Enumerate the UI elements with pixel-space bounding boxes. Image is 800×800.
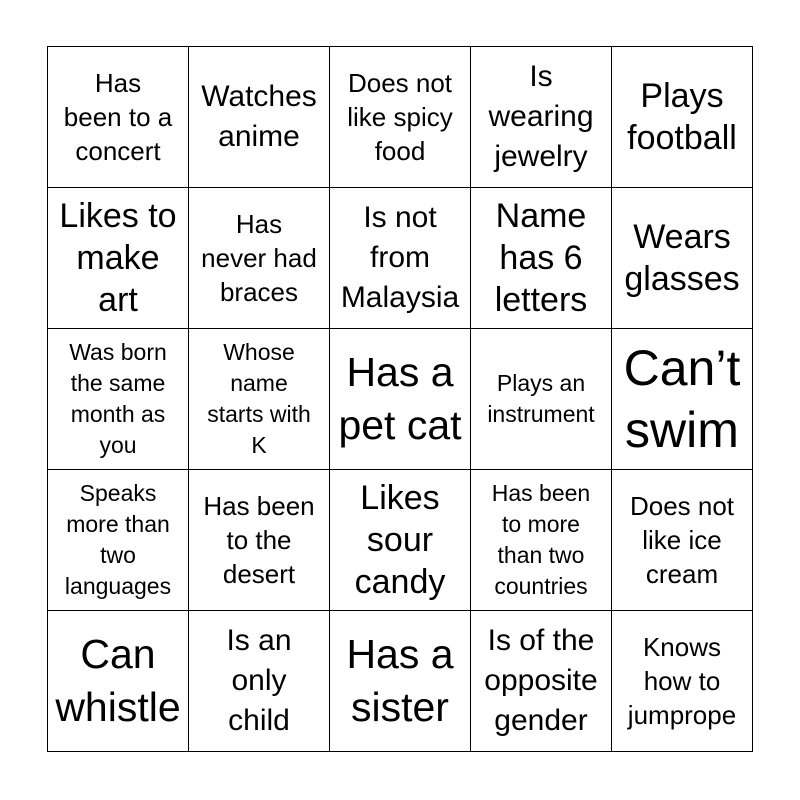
bingo-cell-text: Wears glasses: [624, 218, 740, 298]
bingo-cell[interactable]: [189, 47, 330, 188]
bingo-cell-text: Has never had braces: [201, 209, 317, 307]
bingo-cell[interactable]: [189, 329, 330, 470]
bingo-cell-text: Was born the same month as you: [69, 339, 167, 458]
bingo-cell-text: Is not from Malaysia: [340, 201, 460, 314]
bingo-cell[interactable]: [189, 611, 330, 752]
bingo-cell-text: Speaks more than two languages: [64, 480, 172, 599]
bingo-cell[interactable]: [330, 470, 471, 611]
bingo-cell-text: Likes to make art: [59, 197, 177, 319]
bingo-cell[interactable]: [471, 611, 612, 752]
bingo-cell[interactable]: [612, 611, 753, 752]
bingo-cell-text: Has been to the desert: [203, 491, 315, 589]
bingo-cell-text: Has a pet cat: [338, 349, 462, 448]
bingo-cell-text: Watches anime: [201, 80, 317, 153]
bingo-cell-text: Plays football: [627, 77, 737, 157]
bingo-cell[interactable]: [48, 470, 189, 611]
bingo-cell-text: Has a sister: [346, 631, 454, 730]
bingo-cell[interactable]: [471, 470, 612, 611]
bingo-cell[interactable]: [612, 47, 753, 188]
bingo-cell[interactable]: [612, 188, 753, 329]
bingo-cell-text: Is of the opposite gender: [484, 624, 598, 737]
bingo-board: [47, 46, 753, 752]
bingo-cell[interactable]: [48, 47, 189, 188]
bingo-cell[interactable]: [330, 329, 471, 470]
bingo-cell-text: Is wearing jewelry: [488, 60, 594, 173]
bingo-cell-text: Likes sour candy: [354, 479, 446, 601]
bingo-cell[interactable]: [471, 188, 612, 329]
bingo-cell[interactable]: [48, 329, 189, 470]
bingo-cell[interactable]: [330, 611, 471, 752]
bingo-cell-text: Has been to more than two countries: [491, 480, 591, 599]
bingo-cell[interactable]: [612, 470, 753, 611]
bingo-cell-text: Whose name starts with K: [207, 339, 311, 458]
bingo-cell[interactable]: [189, 470, 330, 611]
bingo-cell[interactable]: [612, 329, 753, 470]
bingo-cell-text: Name has 6 letters: [494, 197, 588, 319]
bingo-cell-text: Does not like ice cream: [629, 491, 735, 589]
bingo-cell[interactable]: [471, 47, 612, 188]
bingo-cell[interactable]: [189, 188, 330, 329]
bingo-cell-text: Does not like spicy food: [347, 68, 453, 166]
bingo-cell[interactable]: [471, 329, 612, 470]
bingo-cell-text: Has been to a concert: [63, 68, 173, 166]
bingo-cell[interactable]: [48, 611, 189, 752]
bingo-cell-text: Can whistle: [55, 631, 181, 730]
bingo-cell[interactable]: [48, 188, 189, 329]
bingo-cell-text: Can’t swim: [623, 340, 741, 458]
bingo-cell-text: Plays an instrument: [487, 370, 595, 427]
bingo-cell-text: Is an only child: [226, 624, 292, 737]
bingo-cell-text: Knows how to jumprope: [627, 632, 737, 730]
bingo-cell[interactable]: [330, 47, 471, 188]
bingo-cell[interactable]: [330, 188, 471, 329]
